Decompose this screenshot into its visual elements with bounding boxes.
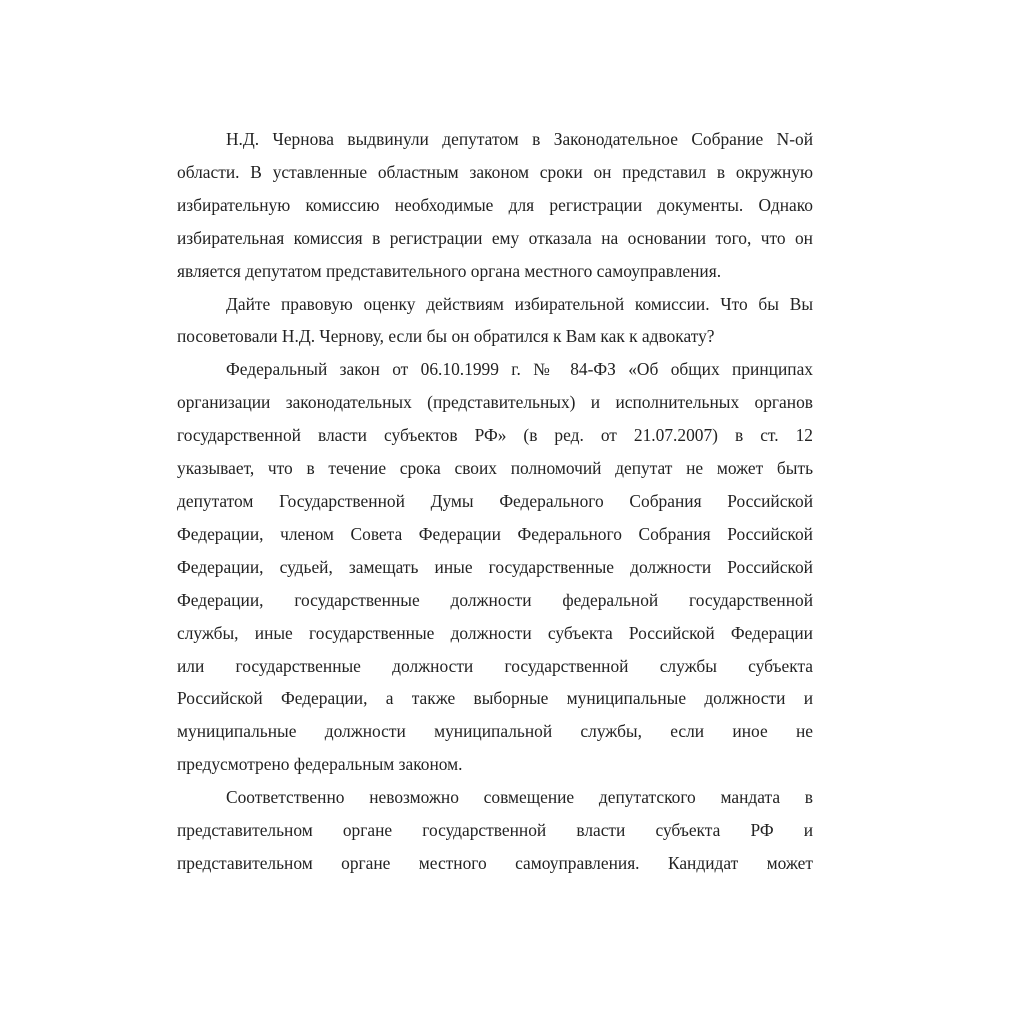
- text-line: Российской Федерации, а также выборные муниципальные должности и: [177, 688, 813, 709]
- text-line: Федерации, судьей, замещать иные государственные должности Российской: [177, 556, 813, 577]
- text-line: службы, иные государственные должности субъекта Российской Федерации: [177, 622, 813, 643]
- text-line: избирательную комиссию необходимые для регистрации документы. Однако: [177, 194, 813, 215]
- text-line: является депутатом представительного органа местного самоуправления.: [177, 260, 722, 281]
- text-line: организации законодательных (представительных) и исполнительных органов: [177, 392, 813, 413]
- text-line: указывает, что в течение срока своих полномочий депутат не может быть: [177, 458, 813, 479]
- document-body: [177, 123, 813, 880]
- text-line: представительном органе местного самоуправления. Кандидат может: [177, 852, 813, 873]
- text-line: государственной власти субъектов РФ» (в ред. от 21.07.2007) в ст. 12: [177, 425, 813, 446]
- text-line: Федерации, членом Совета Федерации Федерального Собрания Российской: [177, 523, 813, 544]
- text-line: муниципальные должности муниципальной службы, если иное не: [177, 721, 813, 742]
- text-line: Федерации, государственные должности федеральной государственной: [177, 589, 813, 610]
- paragraph-3: [177, 353, 813, 781]
- text-line: Н.Д. Чернова выдвинули депутатом в Законодательное Собрание N-ой: [226, 129, 813, 149]
- paragraph-4: [177, 781, 813, 880]
- text-line: предусмотрено федеральным законом.: [177, 754, 463, 775]
- text-line: депутатом Государственной Думы Федерального Собрания Российской: [177, 490, 813, 511]
- text-line: Дайте правовую оценку действиям избирательной комиссии. Что бы Вы: [226, 293, 813, 314]
- text-line: избирательная комиссия в регистрации ему отказала на основании того, что он: [177, 227, 813, 248]
- text-line: Федеральный закон от 06.10.1999 г. № 84-ФЗ «Об общих принципах: [226, 359, 813, 380]
- text-line: Соответственно невозможно совмещение депутатского мандата в: [226, 787, 813, 808]
- paragraph-1: [177, 123, 813, 288]
- text-line: области. В уставленные областным законом сроки он представил в окружную: [177, 161, 813, 182]
- text-line: представительном органе государственной власти субъекта РФ и: [177, 820, 813, 841]
- text-line: или государственные должности государственной службы субъекта: [177, 655, 813, 676]
- paragraph-2: [177, 288, 813, 354]
- text-line: посоветовали Н.Д. Чернову, если бы он обратился к Вам как к адвокату?: [177, 326, 715, 347]
